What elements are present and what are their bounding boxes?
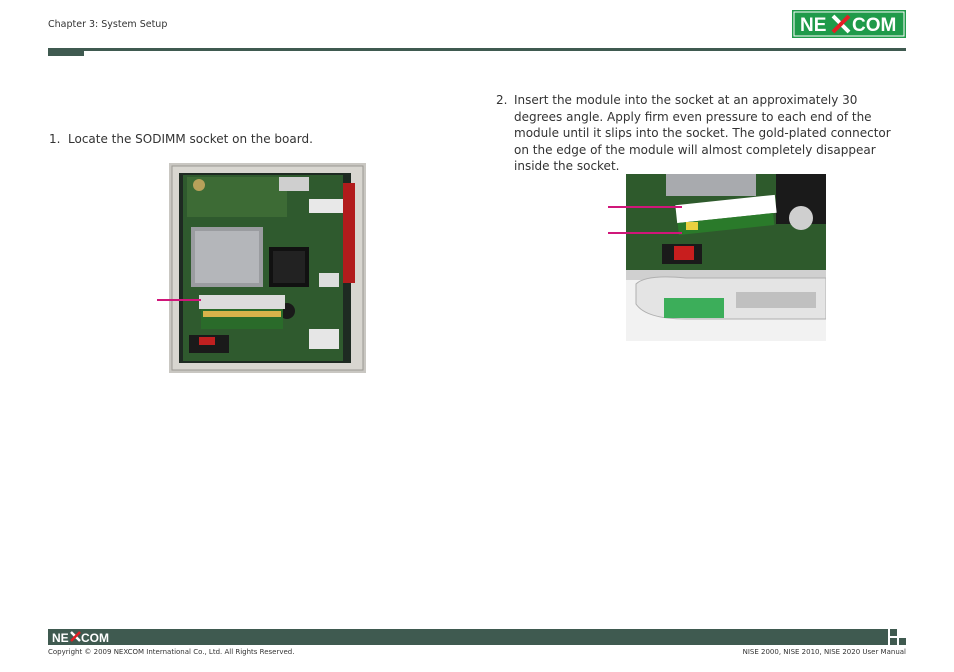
copyright: Copyright © 2009 NEXCOM International Co., Ltd. All Rights Reserved.: [48, 648, 295, 656]
footer-nexcom-logo: [51, 630, 111, 644]
step-1-text: Locate the SODIMM socket on the board.: [68, 132, 313, 146]
motherboard-photo: [169, 163, 366, 373]
socket-pointer-arrow: [157, 299, 201, 301]
footer-bar: [48, 629, 888, 645]
svg-text:NE: NE: [800, 15, 827, 36]
step-2-text: Insert the module into the socket at an approximately 30 degrees angle. Apply firm even pressure to each end of the module until it slips into the socket. The gold-plated connector on the edge of the module will almost completely disappear inside the socket.: [514, 93, 891, 173]
svg-text:NE: NE: [52, 631, 69, 644]
svg-text:COM: COM: [852, 15, 897, 36]
chapter-title: Chapter 3: System Setup: [48, 19, 168, 30]
module-insert-photo: [626, 174, 826, 341]
socket-pointer-arrow-2: [608, 232, 682, 234]
manual-title: NISE 2000, NISE 2010, NISE 2020 User Manual: [742, 648, 906, 656]
step-2-number: 2.: [496, 93, 508, 107]
step-1: [49, 132, 313, 146]
module-pointer-arrow: [608, 206, 682, 208]
step-1-number: 1.: [49, 132, 61, 146]
nexcom-logo: [792, 10, 906, 38]
header-accent-block: [48, 50, 84, 56]
step-2: [496, 92, 908, 175]
svg-text:COM: COM: [81, 631, 109, 644]
header-rule: [48, 48, 906, 51]
footer-squares-icon: [890, 629, 908, 645]
